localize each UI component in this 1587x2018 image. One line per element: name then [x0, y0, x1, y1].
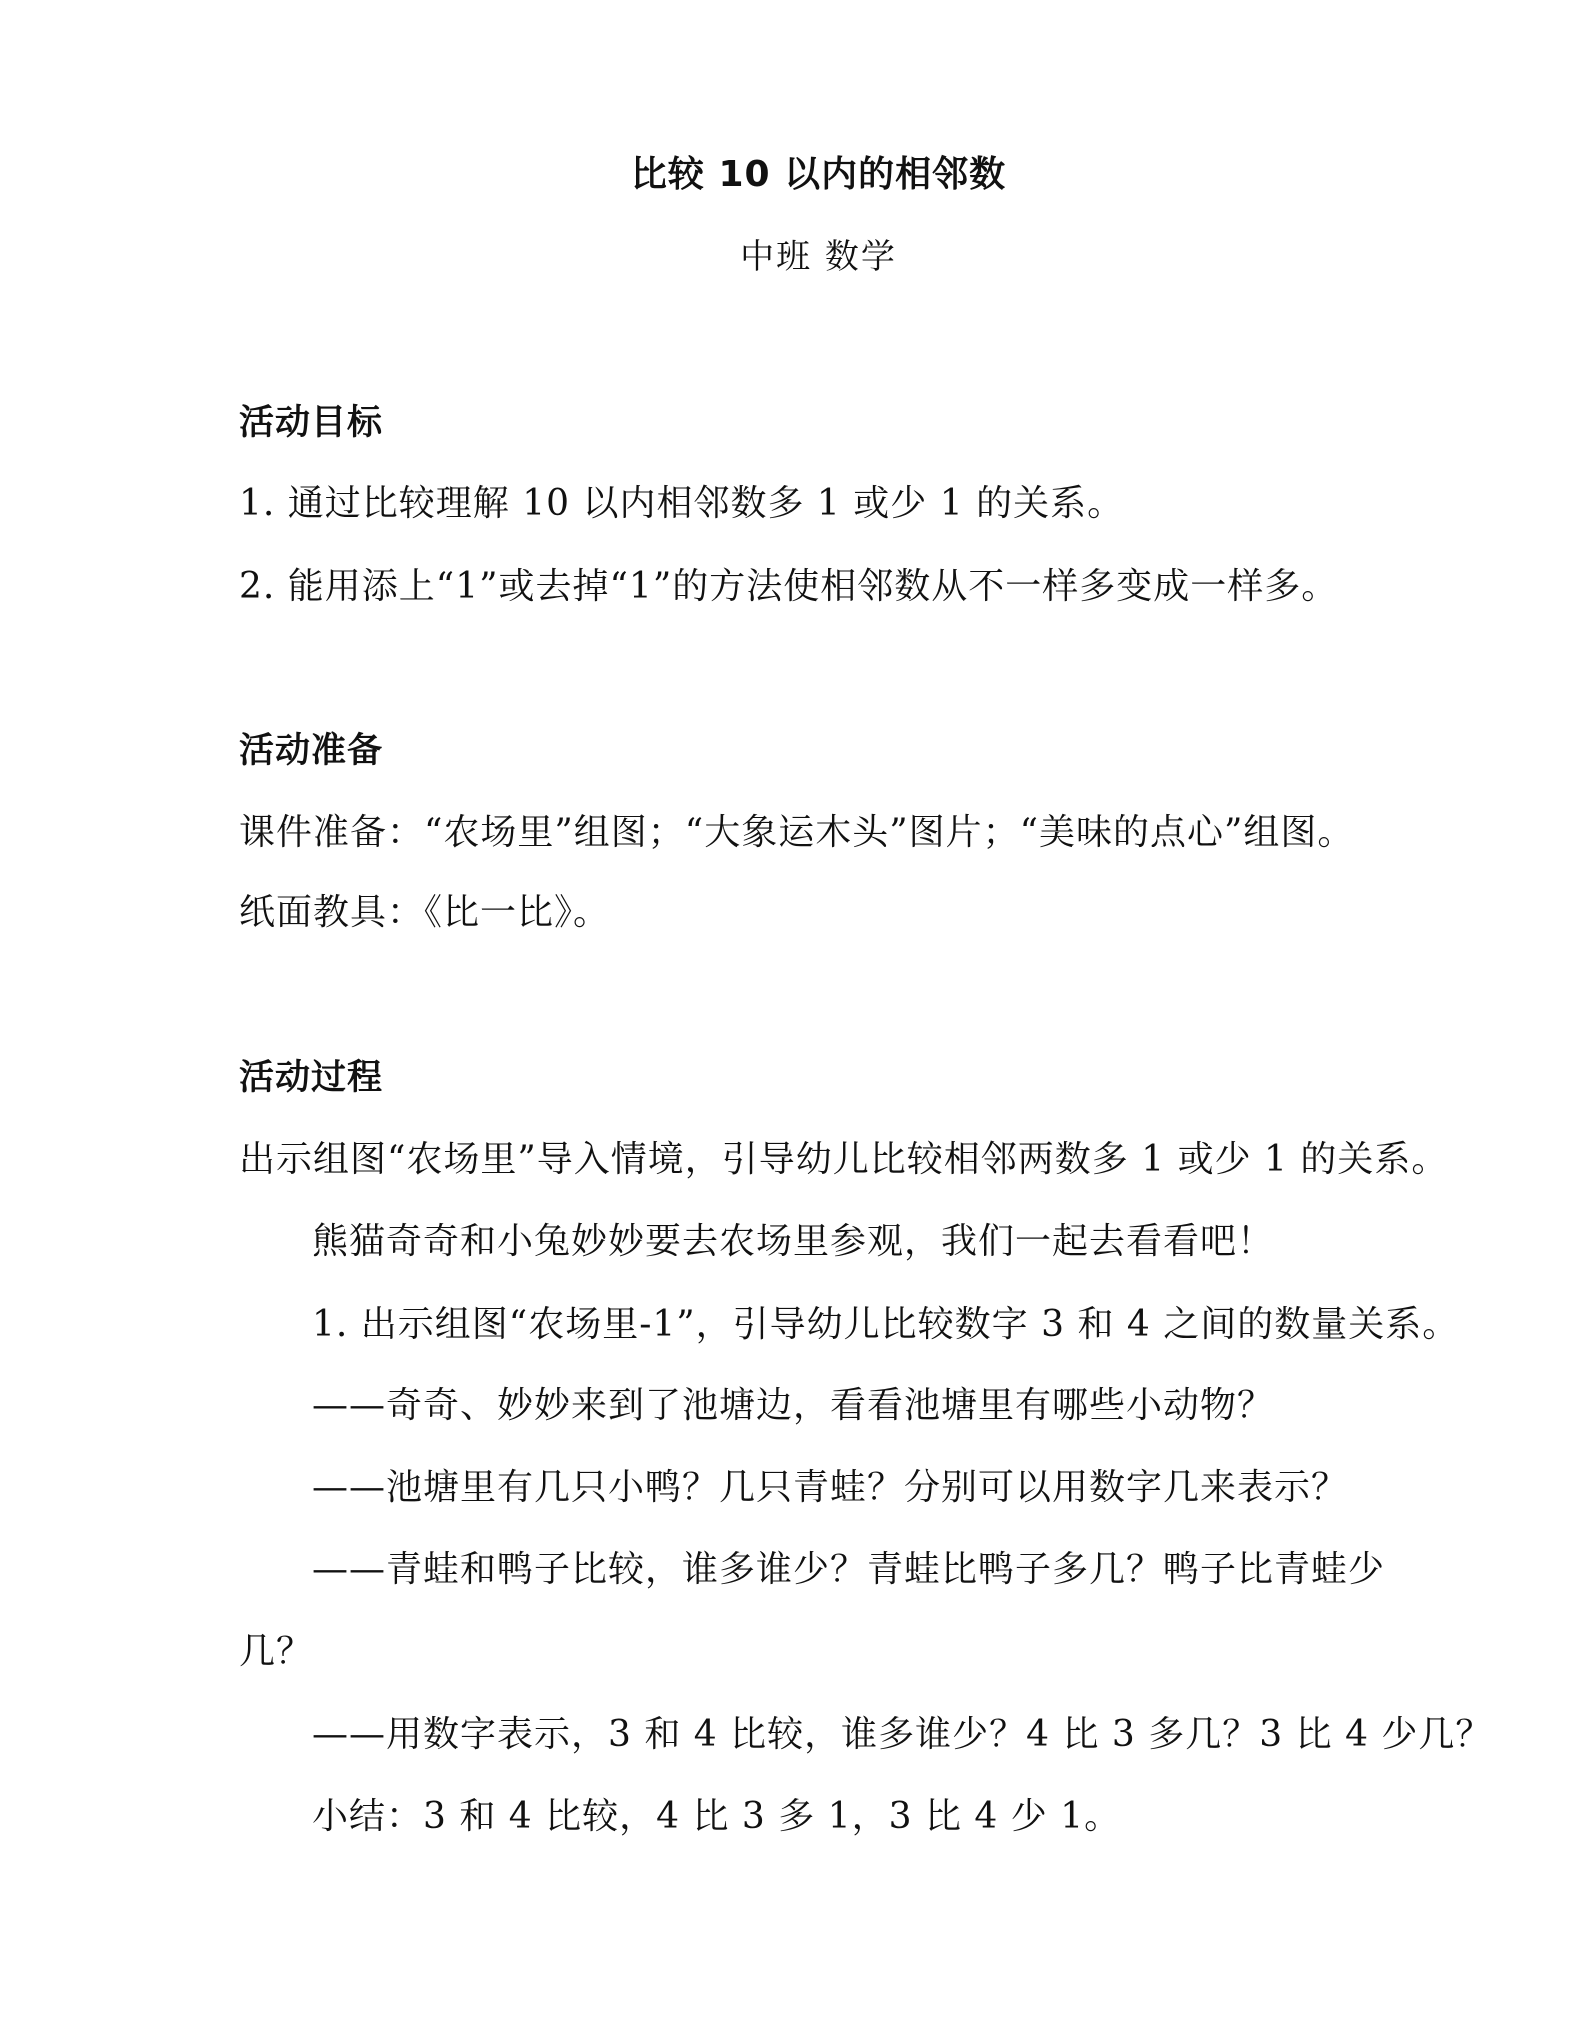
section-heading-objectives: 活动目标 — [239, 402, 384, 443]
process-question: ——池塘里有几只小鸭？几只青蛙？分别可以用数字几来表示？ — [312, 1467, 1349, 1508]
document-subtitle: 中班 数学 — [740, 237, 897, 277]
preparation-item: 纸面教具：《比一比》。 — [239, 892, 611, 933]
section-heading-preparation: 活动准备 — [239, 730, 384, 771]
process-summary: 小结：3 和 4 比较，4 比 3 多 1，3 比 4 少 1。 — [312, 1796, 1122, 1837]
section-heading-process: 活动过程 — [239, 1057, 384, 1098]
preparation-item: 课件准备：“农场里”组图；“大象运木头”图片；“美味的点心”组图。 — [239, 812, 1355, 853]
process-question: ——青蛙和鸭子比较，谁多谁少？青蛙比鸭子多几？鸭子比青蛙少 — [312, 1549, 1386, 1590]
process-question-continuation: 几？ — [239, 1631, 314, 1672]
objective-item: 1. 通过比较理解 10 以内相邻数多 1 或少 1 的关系。 — [239, 483, 1125, 524]
document-title: 比较 10 以内的相邻数 — [630, 154, 1007, 195]
process-question: ——奇奇、妙妙来到了池塘边，看看池塘里有哪些小动物？ — [312, 1385, 1275, 1426]
objective-item: 2. 能用添上“1”或去掉“1”的方法使相邻数从不一样多变成一样多。 — [239, 566, 1339, 607]
process-question: ——用数字表示，3 和 4 比较，谁多谁少？4 比 3 多几？3 比 4 少几？ — [312, 1714, 1493, 1755]
process-step: 1. 出示组图“农场里-1”，引导幼儿比较数字 3 和 4 之间的数量关系。 — [312, 1304, 1460, 1345]
process-paragraph: 熊猫奇奇和小兔妙妙要去农场里参观，我们一起去看看吧！ — [312, 1221, 1275, 1262]
process-paragraph: 出示组图“农场里”导入情境，引导幼儿比较相邻两数多 1 或少 1 的关系。 — [239, 1139, 1449, 1180]
